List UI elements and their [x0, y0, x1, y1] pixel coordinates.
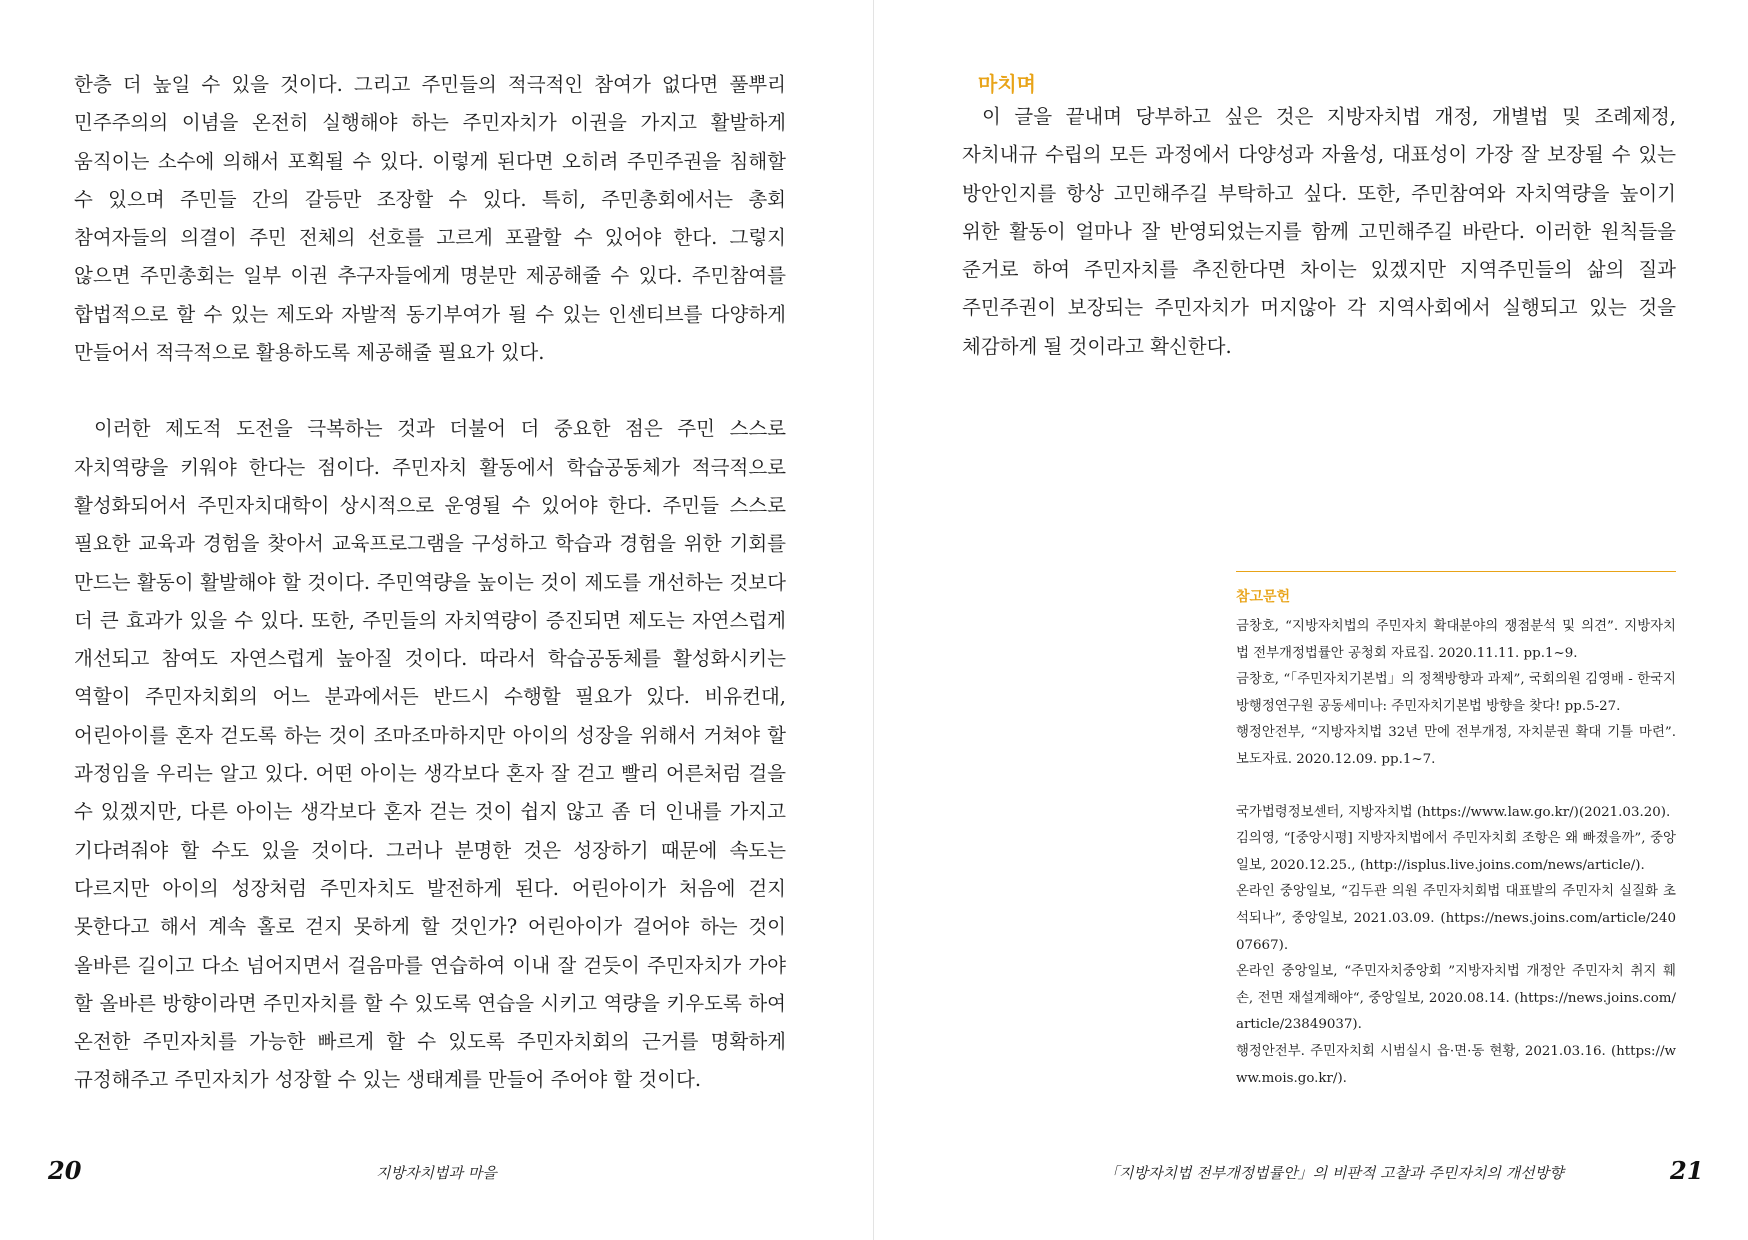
- running-title-right: 「지방자치법 전부개정법률안」의 비판적 고찰과 주민자치의 개선방향: [1104, 1164, 1564, 1182]
- references-block: [1236, 571, 1676, 1092]
- reference-item: 행정안전부, “지방자치법 32년 만에 전부개정, 자치분권 확대 기틀 마련”. 보도자료. 2020.12.09. pp.1~7.: [1236, 725, 1676, 767]
- references-spacer: [1236, 774, 1676, 800]
- references-list-2: [1236, 800, 1676, 1093]
- section-title: 마치며: [978, 72, 1036, 96]
- right-page: [874, 0, 1748, 1240]
- left-paragraph-2: 이러한 제도적 도전을 극복하는 것과 더불어 더 중요한 점은 주민 스스로 자치역량을 키워야 한다는 점이다. 주민자치 활동에서 학습공동체가 적극적으로 활성화되어서 주민자치대학이 상시적으로 운영될 수 있어야 한다. 주민들 스스로 필요한 교육과 경험을 찾아서 교육프로그램을 구성하고 학습과 경험을 위한 기회를 만드는 활동이 활발해야 할 것이다. 주민역량을 높이는 것이 제도를 개선하는 것보다 더 큰 효과가 있을 수 있다. 또한, 주민들의 자치역량이 증진되면 제도는 자연스럽게 개선되고 참여도 자연스럽게 높아질 것이다. 따라서 학습공동체를 활성화시키는 역할이 주민자치회의 어느 분과에서든 반드시 수행할 필요가 있다. 비유컨대, 어린아이를 혼자 걷도록 하는 것이 조마조마하지만 아이의 성장을 위해서 거쳐야 할 과정임을 우리는 알고 있다. 어떤 아이는 생각보다 혼자 잘 걷고 빨리 어른처럼 걸을 수 있겠지만, 다른 아이는 생각보다 혼자 걷는 것이 쉽지 않고 좀 더 인내를 가지고 기다려줘야 할 수도 있을 것이다. 그러나 분명한 것은 성장하기 때문에 속도는 다르지만 아이의 성장처럼 주민자치도 발전하게 된다. 어린아이가 처음에 걷지 못한다고 해서 계속 홀로 걷지 못하게 할 것인가? 어린아이가 걸어야 하는 것이 올바른 길이고 다소 넘어지면서 걸음마를 연습하여 이내 잘 걷듯이 주민자치가 가야 할 올바른 방향이라면 주민자치를 할 수 있도록 연습을 시키고 역량을 키우도록 하여 온전한 주민자치를 가능한 빠르게 할 수 있도록 주민자치회의 근거를 명확하게 규정해주고 주민자치가 성장할 수 있는 생태계를 만들어 주어야 할 것이다.: [74, 417, 786, 1092]
- right-paragraph: 이 글을 끝내며 당부하고 싶은 것은 지방자치법 개정, 개별법 및 조례제정, 자치내규 수립의 모든 과정에서 다양성과 자율성, 대표성이 가장 잘 보장될 수 있는 방안인지를 항상 고민해주길 부탁하고 싶다. 또한, 주민참여와 자치역량을 높이기 위한 활동이 얼마나 잘 반영되었는지를 함께 고민해주길 바란다. 이러한 원칙들을 준거로 하여 주민자치를 추진한다면 차이는 있겠지만 지역주민들의 삶의 질과 주민주권이 보장되는 주민자치가 머지않아 각 지역사회에서 실행되고 있는 것을 체감하게 될 것이라고 확신한다.: [962, 105, 1676, 358]
- reference-item: 금창호, “「주민자치기본법」의 정책방향과 과제”, 국회의원 김영배 - 한국지방행정연구원 공동세미나: 주민자치기본법 방향을 찾다! pp.5-27.: [1236, 672, 1676, 714]
- left-body-text: [74, 66, 786, 1100]
- reference-item: 김의영, “[중앙시평] 지방자치법에서 주민자치회 조항은 왜 빠졌을까”, 중앙일보, 2020.12.25., (http://isplus.live.joins.com/news/article/).: [1236, 831, 1676, 873]
- page-number-right: 21: [1670, 1156, 1704, 1185]
- left-page: [0, 0, 873, 1240]
- page-number-left: 20: [48, 1156, 82, 1185]
- left-paragraph-1: 한층 더 높일 수 있을 것이다. 그리고 주민들의 적극적인 참여가 없다면 풀뿌리 민주주의의 이념을 온전히 실행해야 하는 주민자치가 이권을 가지고 활발하게 움직이는 소수에 의해서 포획될 수 있다. 이렇게 된다면 오히려 주민주권을 침해할 수 있으며 주민들 간의 갈등만 조장할 수 있다. 특히, 주민총회에서는 총회 참여자들의 의결이 주민 전체의 선호를 고르게 포괄할 수 있어야 한다. 그렇지 않으면 주민총회는 일부 이권 추구자들에게 명분만 제공해줄 수 있다. 주민참여를 합법적으로 할 수 있는 제도와 자발적 동기부여가 될 수 있는 인센티브를 다양하게 만들어서 적극적으로 활용하도록 제공해줄 필요가 있다.: [74, 73, 786, 365]
- reference-item: 온라인 중앙일보, “주민자치중앙회 ”지방자치법 개정안 주민자치 취지 훼손, 전면 재설계해야“, 중앙일보, 2020.08.14. (https://news.joins.com/article/23849037).: [1236, 964, 1676, 1033]
- right-body-text: [962, 70, 1676, 366]
- reference-item: 금창호, “지방자치법의 주민자치 확대분야의 쟁점분석 및 의견”. 지방자치법 전부개정법률안 공청회 자료집. 2020.11.11. pp.1~9.: [1236, 619, 1676, 661]
- references-list-1: [1236, 614, 1676, 774]
- reference-item: 행정안전부. 주민자치회 시범실시 읍·면·동 현황, 2021.03.16. (https://www.mois.go.kr/).: [1236, 1043, 1676, 1086]
- paragraph-spacer: [74, 372, 786, 410]
- reference-item: 국가법령정보센터, 지방자치법 (https://www.law.go.kr/)(2021.03.20).: [1236, 804, 1671, 820]
- running-title-left: 지방자치법과 마을: [376, 1164, 497, 1182]
- reference-item: 온라인 중앙일보, “김두관 의원 주민자치회법 대표발의 주민자치 실질화 초석되나”, 중앙일보, 2021.03.09. (https://news.joins.com/article/24007667).: [1236, 884, 1676, 953]
- references-title: 참고문헌: [1236, 589, 1291, 605]
